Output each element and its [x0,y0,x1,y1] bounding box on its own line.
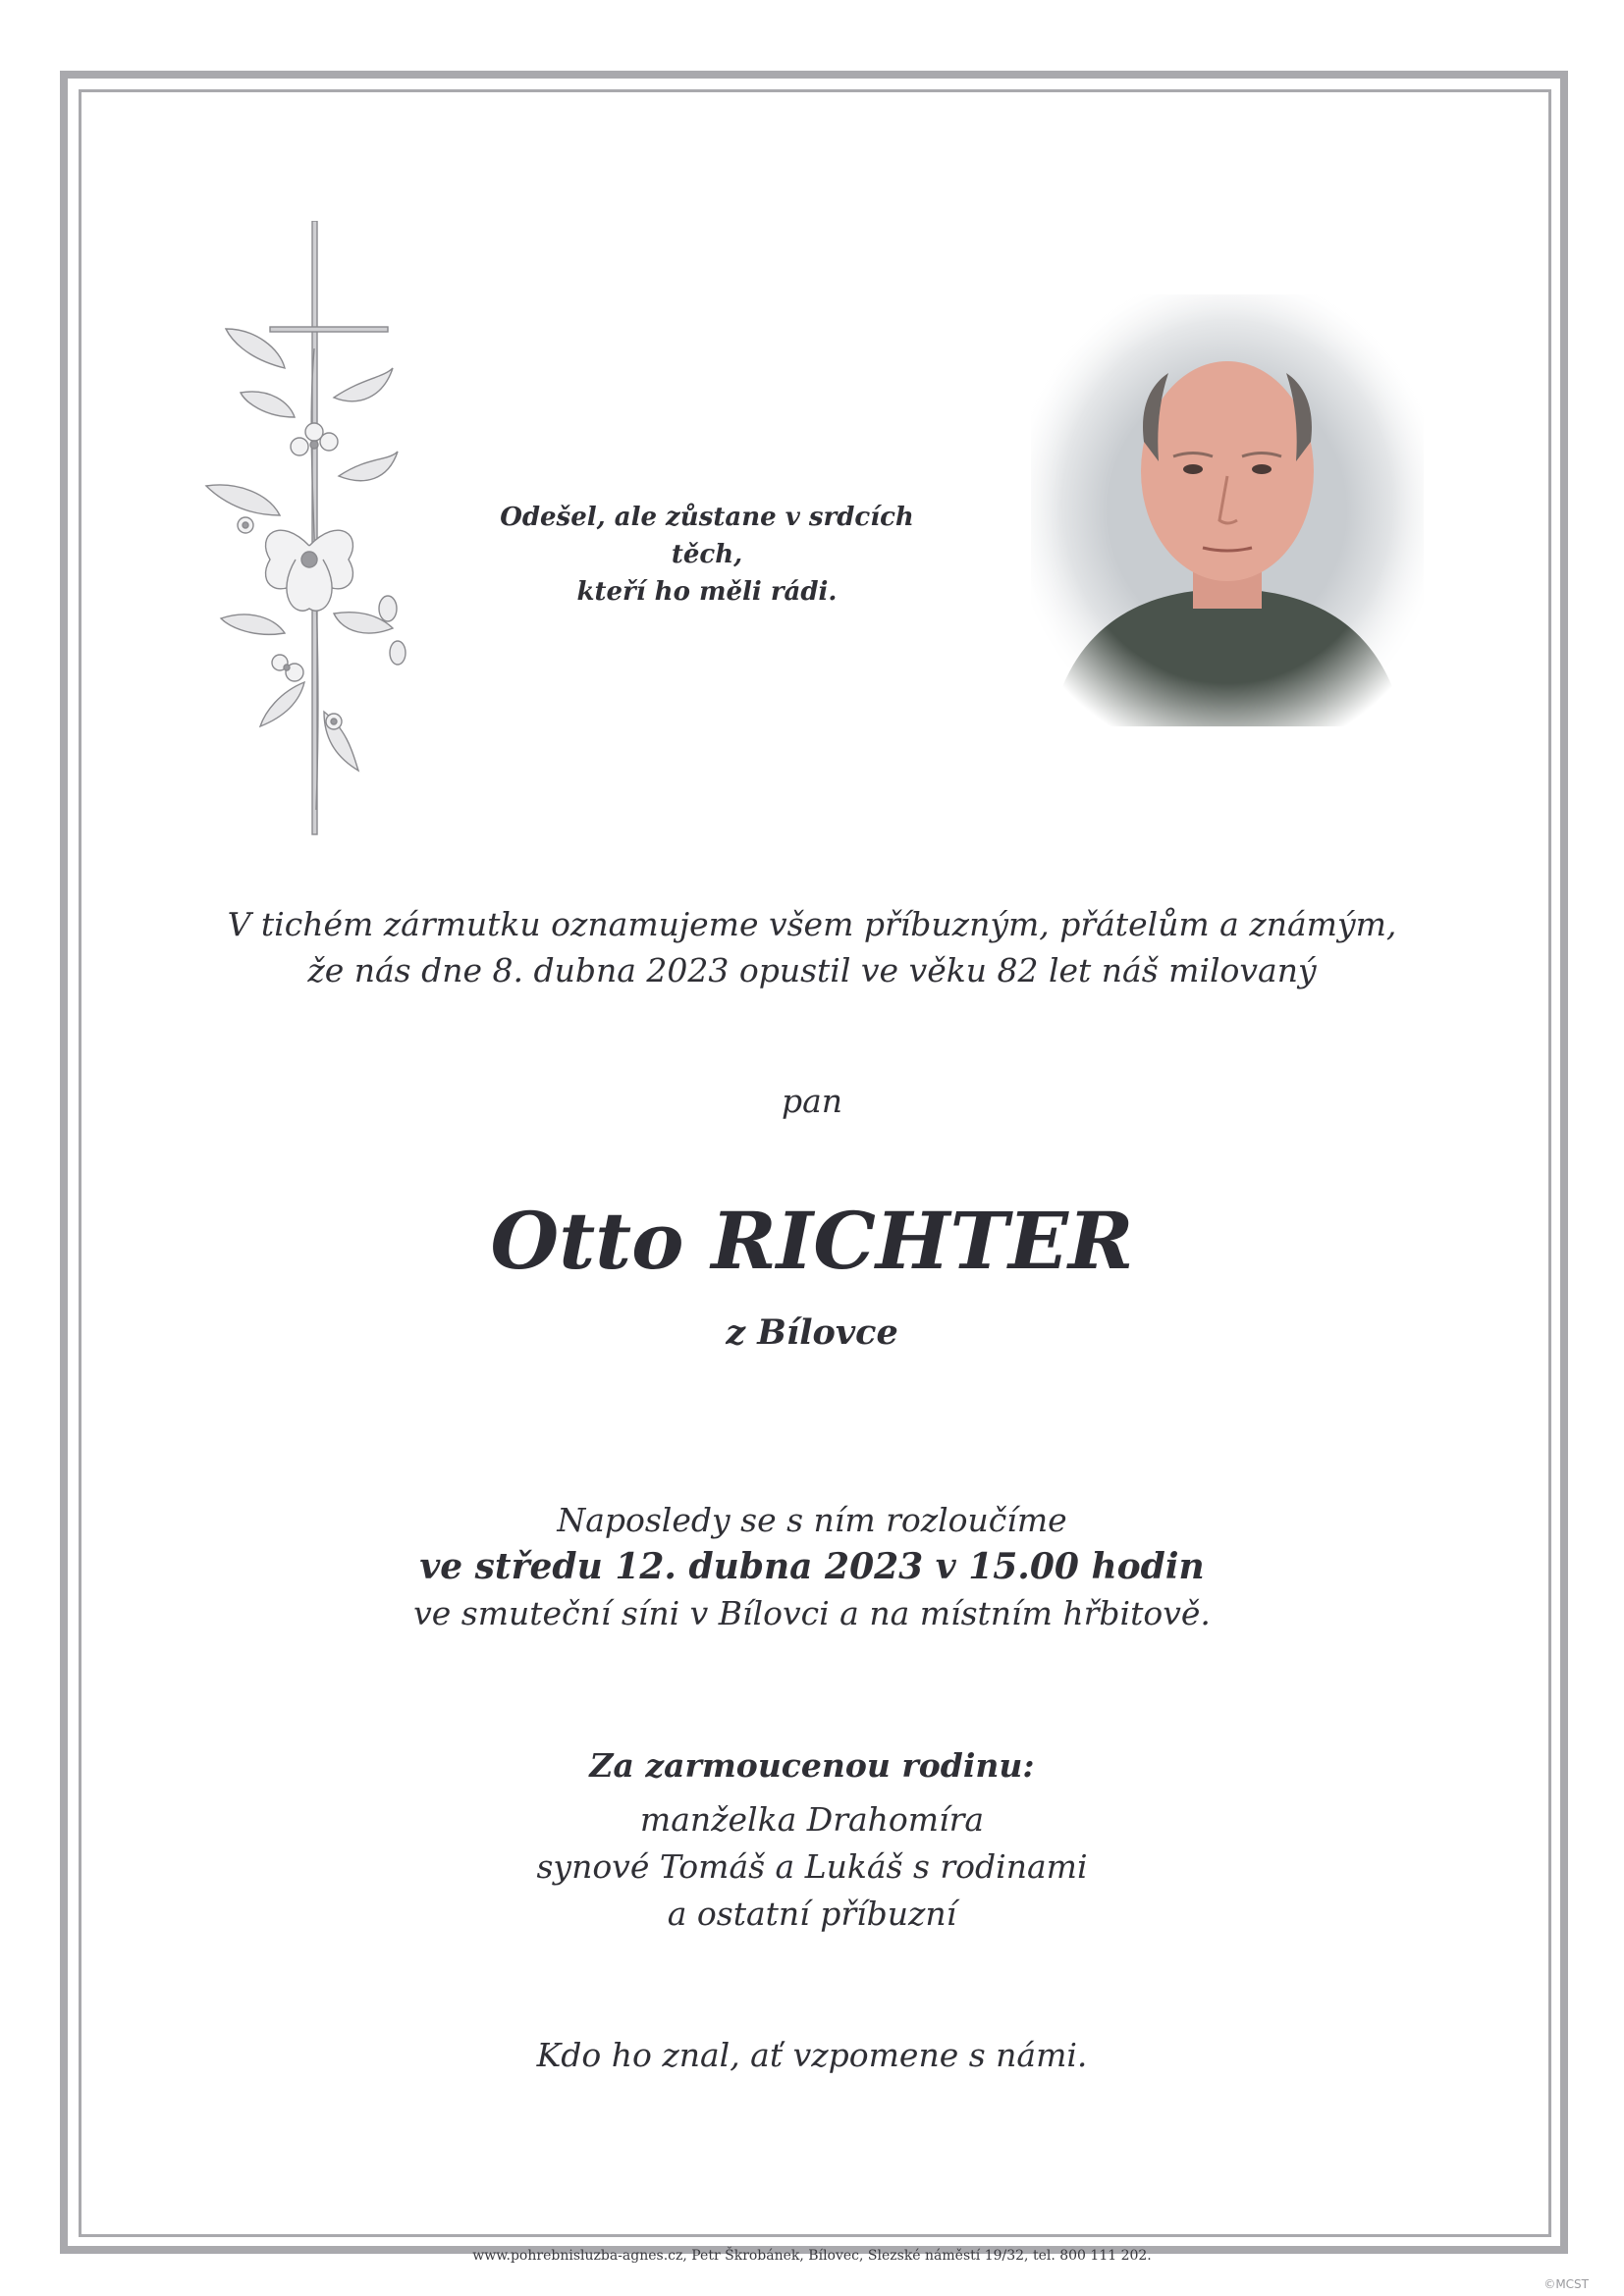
family-member: synové Tomáš a Lukáš s rodinami [536,1847,1088,1886]
footer-contact: www.pohrebnisluzba-agnes.cz, Petr Škrobánek, Bílovec, Slezské náměstí 19/32, tel. 800 111 202. [472,2248,1152,2264]
deceased-origin: z Bílovce [726,1312,898,1353]
funeral-intro: Naposledy se s ním rozloučíme [557,1501,1067,1539]
family-heading: Za zarmoucenou rodinu: [589,1746,1035,1785]
announcement-text [79,901,1545,993]
funeral-datetime: ve středu 12. dubna 2023 v 15.00 hodin [419,1546,1205,1587]
family-member: manželka Drahomíra [639,1800,985,1839]
closing-line: Kdo ho znal, ať vzpomene s námi. [536,2036,1088,2074]
cross-with-flowers-icon [187,221,442,849]
deceased-name: Otto RICHTER [490,1195,1134,1287]
announcement-line-1: V tichém zármutku oznamujeme všem příbuzným, přátelům a známým, [227,905,1397,943]
honorific: pan [781,1082,843,1120]
copyright-mark: ©MCST [1543,2277,1589,2291]
quote-line-2: kteří ho měli rádi. [576,577,838,607]
quote-line-1: Odešel, ale zůstane v srdcích těch, [500,503,914,569]
announcement-line-2: že nás dne 8. dubna 2023 opustil ve věku 82 let náš milovaný [307,951,1317,989]
portrait-photo [1031,294,1424,726]
funeral-place: ve smuteční síni v Bílovci a na místním hřbitově. [413,1594,1211,1632]
family-member: a ostatní příbuzní [667,1895,957,1933]
memorial-quote [461,499,952,611]
